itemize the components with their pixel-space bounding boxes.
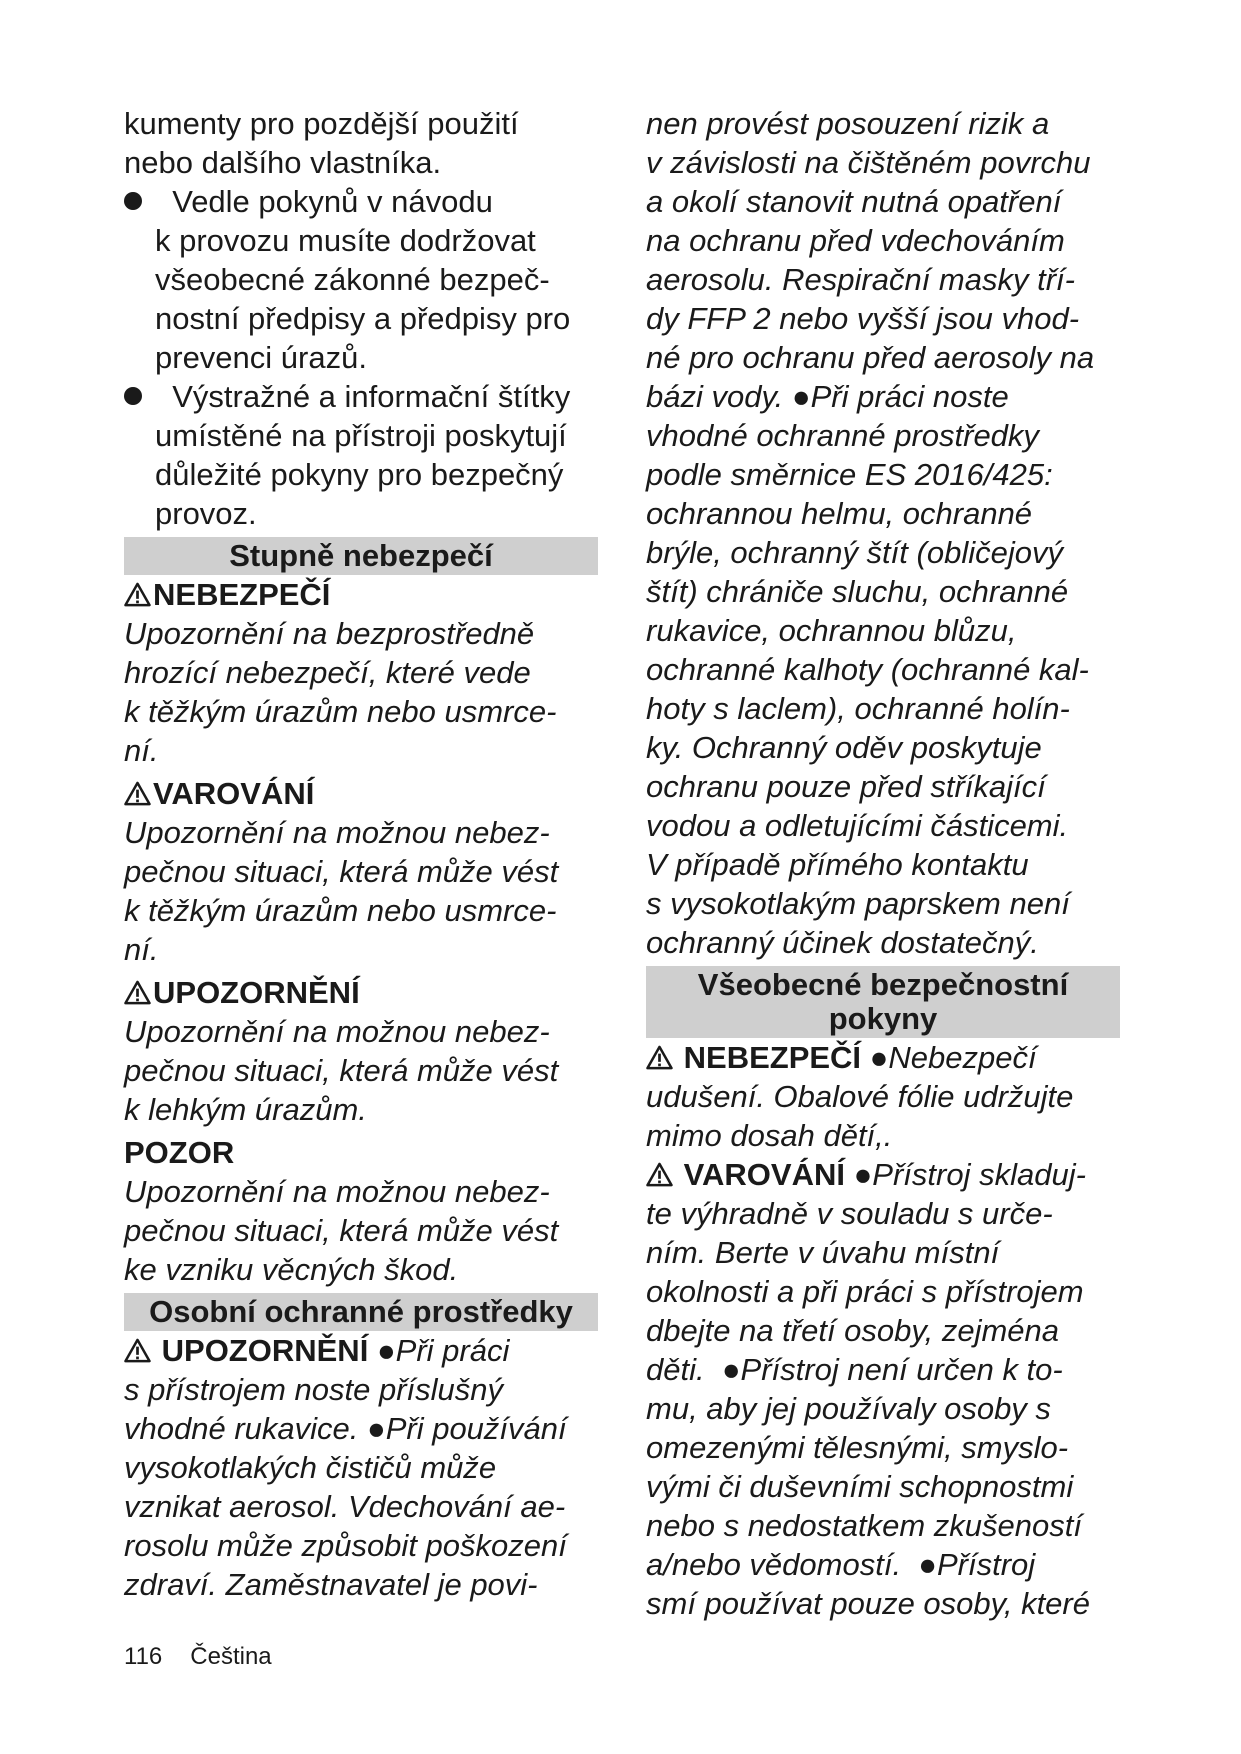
italic-line: omezenými tělesnými, smyslo- [646,1430,1069,1465]
italic-line: dy FFP 2 nebo vyšší jsou vhod- [646,301,1080,336]
ppe-description [124,1370,598,1604]
signal-label: UPOZORNĚNÍ [153,975,360,1010]
italic-line: smí používat pouze osoby, které [646,1586,1090,1621]
bullet-line: k provozu musíte dodržovat [155,223,536,258]
italic-line: ochranu pouze před stříkající [646,769,1046,804]
section-heading-ppe: Osobní ochranné prostředky [124,1293,598,1331]
italic-line: Upozornění na možnou nebez- [124,1014,550,1049]
italic-line: rosolu může způsobit poškození [124,1528,567,1563]
italic-line: Upozornění na bezprostředně [124,616,535,651]
bullet-line: umístěné na přístroji poskytují [155,418,567,453]
italic-inline: ●Při práci [376,1333,510,1368]
italic-line: podle směrnice ES 2016/425: [646,457,1053,492]
italic-inline: ●Nebezpečí [869,1040,1037,1075]
italic-line: aerosolu. Respirační masky tří- [646,262,1075,297]
bullet-line: všeobecné zákonné bezpeč- [155,262,550,297]
italic-line: V případě přímého kontaktu [646,847,1029,882]
italic-line: v závislosti na čištěném povrchu [646,145,1091,180]
footer-language: Čeština [190,1643,272,1670]
ppe-continuation [646,104,1120,962]
italic-line: Upozornění na možnou nebez- [124,1174,550,1209]
bullet-dot-icon [124,192,142,210]
signal-label: NEBEZPEČÍ [153,577,331,612]
signal-danger [124,575,598,614]
italic-line: nen provést posouzení rizik a [646,106,1050,141]
bullet-line: důležité pokyny pro bezpečný [155,457,564,492]
warning-triangle-icon [124,781,151,806]
italic-line: ní. [124,932,159,967]
section-heading-hazard-levels: Stupně nebezpečí [124,537,598,575]
italic-line: pečnou situaci, která může vést [124,854,559,889]
page-footer [124,1642,300,1672]
left-column [124,104,598,1604]
italic-line: štít) chrániče sluchu, ochranné [646,574,1069,609]
italic-line: k těžkým úrazům nebo usmrce- [124,893,557,928]
italic-line: ní. [124,733,159,768]
signal-description [124,813,598,969]
bullet-line: Vedle pokynů v návodu [155,184,493,219]
general-warning [646,1155,1120,1194]
italic-line: vhodné ochranné prostředky [646,418,1039,453]
ppe-caution [124,1331,598,1370]
italic-line: vznikat aerosol. Vdechování ae- [124,1489,566,1524]
signal-attention: POZOR [124,1135,235,1170]
bullet-line: provoz. [155,496,257,531]
italic-line: vhodné rukavice. ●Při používání [124,1411,567,1446]
general-danger-description [646,1077,1120,1155]
italic-line: bázi vody. ●Při práci noste [646,379,1009,414]
italic-line: vodou a odletujícími částicemi. [646,808,1069,843]
italic-line: hrozící nebezpečí, které vede [124,655,531,690]
signal-label: NEBEZPEČÍ [683,1040,862,1075]
italic-line: vými či duševními schopnostmi [646,1469,1074,1504]
italic-line: brýle, ochranný štít (obličejový [646,535,1063,570]
warning-triangle-icon [646,1045,673,1070]
bullet-line: nostní předpisy a předpisy pro [155,301,571,336]
signal-caution [124,973,598,1012]
heading-line: pokyny [828,1001,938,1036]
italic-line: vysokotlakých čističů může [124,1450,497,1485]
italic-line: k lehkým úrazům. [124,1092,367,1127]
italic-line: pečnou situaci, která může vést [124,1213,559,1248]
italic-line: ochrannou helmu, ochranné [646,496,1033,531]
italic-line: hoty s laclem), ochranné holín- [646,691,1070,726]
warning-triangle-icon [646,1162,673,1187]
section-heading-general-safety [646,966,1120,1038]
italic-line: děti. ●Přístroj není určen k to- [646,1352,1063,1387]
signal-description [124,1172,598,1289]
warning-triangle-icon [124,1338,151,1363]
warning-triangle-icon [124,980,151,1005]
signal-label: VAROVÁNÍ [683,1157,845,1192]
right-column [646,104,1120,1623]
italic-line: okolnosti a při práci s přístrojem [646,1274,1084,1309]
italic-line: te výhradně v souladu s urče- [646,1196,1053,1231]
italic-line: s přístrojem noste příslušný [124,1372,504,1407]
italic-line: ke vzniku věcných škod. [124,1252,459,1287]
general-danger [646,1038,1120,1077]
italic-line: udušení. Obalové fólie udržujte [646,1079,1074,1114]
italic-line: pečnou situaci, která může vést [124,1053,559,1088]
italic-line: rukavice, ochrannou blůzu, [646,613,1017,648]
italic-line: ky. Ochranný oděv poskytuje [646,730,1042,765]
italic-line: dbejte na třetí osoby, zejména [646,1313,1060,1348]
italic-line: na ochranu před vdechováním [646,223,1065,258]
general-warning-description [646,1194,1120,1623]
body-line: nebo dalšího vlastníka. [124,145,442,180]
heading-line: Všeobecné bezpečnostní [697,967,1069,1002]
italic-line: mu, aby jej používaly osoby s [646,1391,1051,1426]
italic-line: nebo s nedostatkem zkušeností [646,1508,1082,1543]
bullet-line: Výstražné a informační štítky [155,379,571,414]
signal-description [124,614,598,770]
bullet-dot-icon [124,387,142,405]
signal-label: VAROVÁNÍ [153,776,315,811]
italic-inline: ●Přístroj skladuj- [853,1157,1086,1192]
signal-label: UPOZORNĚNÍ [161,1333,369,1368]
italic-line: zdraví. Zaměstnavatel je povi- [124,1567,538,1602]
warning-triangle-icon [124,582,151,607]
bullet-item [124,182,598,377]
italic-line: s vysokotlakým paprskem není [646,886,1070,921]
bullet-item [124,377,598,533]
italic-line: Upozornění na možnou nebez- [124,815,550,850]
page-number: 116 [124,1643,163,1670]
italic-line: ochranné kalhoty (ochranné kal- [646,652,1089,687]
italic-line: ochranný účinek dostatečný. [646,925,1039,960]
bullet-line: prevenci úrazů. [155,340,367,375]
italic-line: né pro ochranu před aerosoly na [646,340,1095,375]
body-line: kumenty pro pozdější použití [124,106,519,141]
italic-line: a/nebo vědomostí. ●Přístroj [646,1547,1036,1582]
signal-description [124,1012,598,1129]
italic-line: k těžkým úrazům nebo usmrce- [124,694,557,729]
italic-line: mimo dosah dětí,. [646,1118,893,1153]
signal-warning [124,774,598,813]
italic-line: a okolí stanovit nutná opatření [646,184,1062,219]
italic-line: ním. Berte v úvahu místní [646,1235,1000,1270]
